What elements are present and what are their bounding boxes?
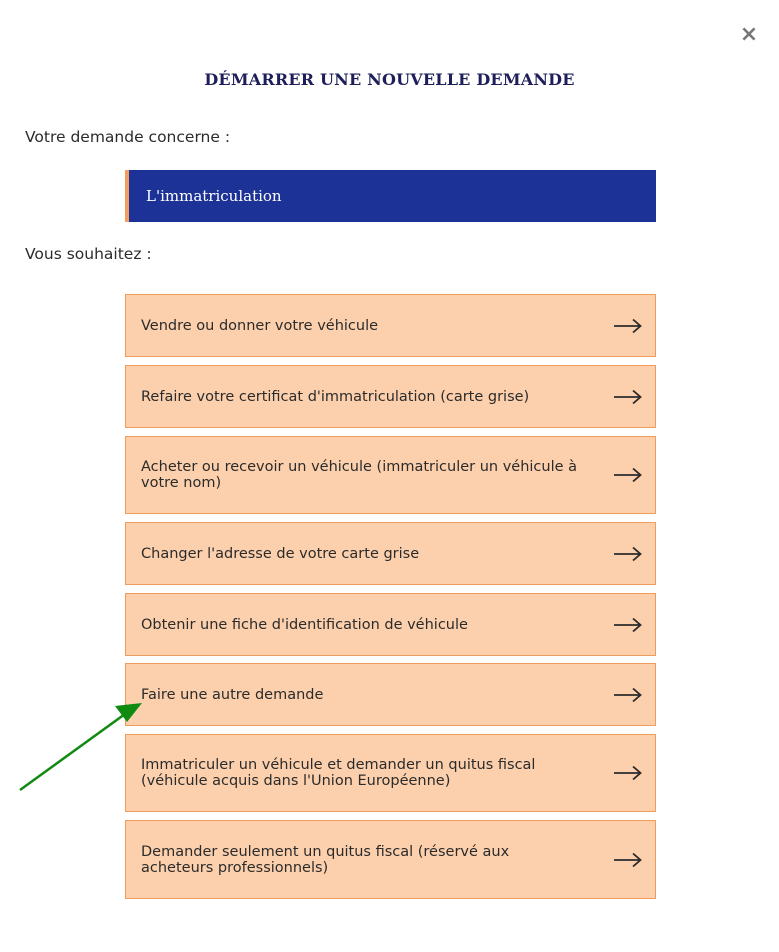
option-quitus-only[interactable] — [125, 820, 656, 899]
close-icon[interactable]: × — [739, 22, 759, 47]
option-buy-vehicle[interactable] — [125, 436, 656, 514]
option-label: Changer l'adresse de votre carte grise — [141, 545, 420, 562]
option-label: Demander seulement un quitus fiscal (réservé aux acheteurs professionnels) — [141, 843, 510, 876]
option-label: Immatriculer un véhicule et demander un quitus fiscal (véhicule acquis dans l'Union Européenne) — [141, 757, 536, 789]
option-redo-certificate[interactable] — [125, 365, 656, 428]
modal-title: DÉMARRER UNE NOUVELLE DEMANDE — [204, 70, 575, 89]
arrow-right-icon — [613, 318, 643, 334]
arrow-right-icon — [613, 617, 643, 633]
selected-concern-option[interactable] — [125, 170, 656, 222]
option-sell-vehicle[interactable] — [125, 294, 656, 357]
selected-concern-label: L'immatriculation — [146, 187, 282, 205]
option-other-request[interactable] — [125, 663, 656, 726]
option-change-address[interactable] — [125, 522, 656, 585]
arrow-right-icon — [613, 687, 643, 703]
option-label: Refaire votre certificat d'immatriculation (carte grise) — [141, 388, 530, 405]
option-label: Obtenir une fiche d'identification de véhicule — [141, 616, 468, 633]
option-register-eu-quitus[interactable] — [125, 734, 656, 812]
arrow-right-icon — [613, 852, 643, 868]
option-identification-sheet[interactable] — [125, 593, 656, 656]
option-label: Vendre ou donner votre véhicule — [141, 317, 379, 334]
arrow-right-icon — [613, 389, 643, 405]
concern-label: Votre demande concerne : — [25, 128, 231, 146]
close-button[interactable] — [738, 24, 760, 46]
arrow-right-icon — [613, 765, 643, 781]
arrow-right-icon — [613, 546, 643, 562]
option-label: Acheter ou recevoir un véhicule (immatriculer un véhicule à votre nom) — [141, 459, 578, 491]
option-label: Faire une autre demande — [141, 686, 324, 703]
arrow-right-icon — [613, 467, 643, 483]
wish-label: Vous souhaitez : — [25, 245, 152, 263]
